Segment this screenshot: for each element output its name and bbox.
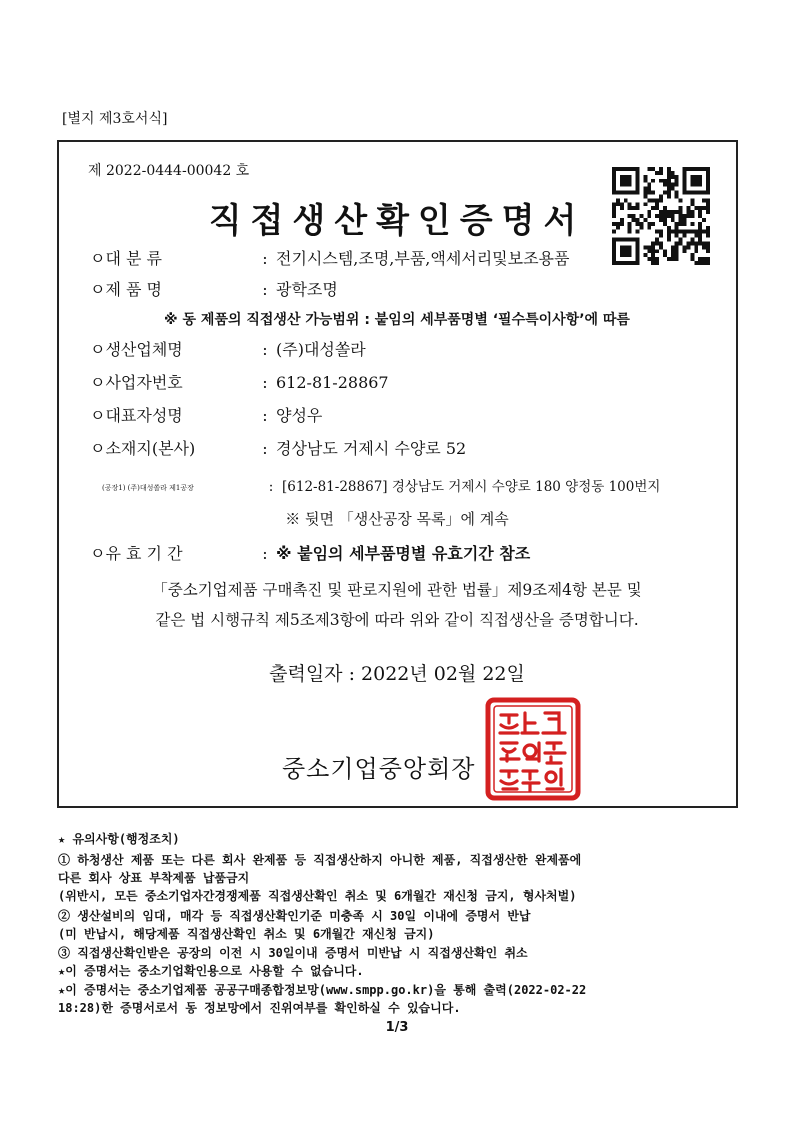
- field-colon: :: [262, 249, 268, 268]
- note-line: ★ 유의사항(행정조치): [58, 832, 180, 846]
- field-business-number: [90, 370, 389, 393]
- note-line: ★이 증명서는 중소기업제품 공공구매종합정보망(www.smpp.go.kr)을 통해 출력(2022-02-22: [58, 983, 587, 997]
- official-seal: [485, 697, 581, 801]
- note-line: ③ 직접생산확인받은 공장의 이전 시 30일이내 증명서 미반납 시 직접생산확인 취소: [58, 946, 528, 960]
- field-colon: :: [262, 406, 268, 425]
- note-line: 다른 회사 상표 부착제품 납품금지: [58, 871, 250, 885]
- output-date: 출력일자 : 2022년 02월 22일: [269, 663, 525, 685]
- field-label: ㅇ대 분 류: [90, 249, 162, 268]
- note-line: (미 반납시, 해당제품 직접생산확인 취소 및 6개월간 재신청 금지): [58, 927, 435, 941]
- plant-colon: :: [268, 479, 274, 495]
- field-value: 전기시스템,조명,부품,액세서리및보조용품: [276, 249, 570, 268]
- field-category: [90, 246, 569, 269]
- note-line: (위반시, 모든 중소기업자간경쟁제품 직접생산확인 취소 및 6개월간 재신청 금지, 형사처벌): [58, 889, 577, 903]
- form-tag: [별지 제3호서식]: [62, 111, 168, 127]
- field-label: ㅇ소재지(본사): [90, 439, 196, 458]
- field-address: [90, 436, 466, 459]
- field-colon: :: [262, 544, 268, 563]
- certificate-number: 제 2022-0444-00042 호: [88, 163, 250, 179]
- plant-label: (공장1) (주)대성쏠라 제1공장: [102, 483, 194, 492]
- field-product: [90, 277, 338, 300]
- field-value: 612-81-28867: [276, 373, 389, 392]
- page-number: 1/3: [385, 1020, 409, 1035]
- issuer-name: 중소기업중앙회장: [282, 755, 476, 783]
- field-label: ㅇ사업자번호: [90, 373, 183, 392]
- field-value: 양성우: [276, 406, 323, 425]
- plant-value: [612-81-28867] 경상남도 거제시 수양로 180 양정동 100번지: [282, 479, 661, 495]
- field-colon: :: [262, 340, 268, 359]
- field-value: 경상남도 거제시 수양로 52: [276, 439, 467, 458]
- field-value: ※ 붙임의 세부품명별 유효기간 참조: [276, 544, 531, 563]
- field-value: (주)대성쏠라: [276, 340, 366, 359]
- field-colon: :: [262, 373, 268, 392]
- back-note: ※ 뒷면 「생산공장 목록」에 계속: [285, 510, 509, 528]
- document-title: 직접생산확인증명서: [208, 201, 586, 241]
- field-label: ㅇ대표자성명: [90, 406, 183, 425]
- law-text-line-2: 같은 법 시행규칙 제5조제3항에 따라 위와 같이 직접생산을 증명합니다.: [155, 611, 639, 629]
- field-colon: :: [262, 280, 268, 299]
- field-company: [90, 337, 366, 360]
- note-line: ① 하청생산 제품 또는 다른 회사 완제품 등 직접생산하지 아니한 제품, 직접생산한 완제품에: [58, 853, 582, 867]
- field-validity: [90, 541, 530, 564]
- note-line: ★이 증명서는 중소기업확인용으로 사용할 수 없습니다.: [58, 964, 364, 978]
- plant-row: [102, 475, 660, 495]
- field-label: ㅇ생산업체명: [90, 340, 183, 359]
- field-ceo: [90, 403, 322, 426]
- field-label: ㅇ유 효 기 간: [90, 544, 183, 563]
- note-line: 18:28)한 증명서로서 동 정보망에서 진위여부를 확인하실 수 있습니다.: [58, 1001, 461, 1015]
- law-text-line-1: 「중소기업제품 구매촉진 및 판로지원에 관한 법률」제9조제4항 본문 및: [152, 581, 642, 599]
- field-colon: :: [262, 439, 268, 458]
- scope-note: ※ 동 제품의 직접생산 가능범위 : 붙임의 세부품명별 ‘필수특이사항’에 따름: [164, 312, 630, 328]
- field-label: ㅇ제 품 명: [90, 280, 162, 299]
- note-line: ② 생산설비의 임대, 매각 등 직접생산확인기준 미충족 시 30일 이내에 증명서 반납: [58, 909, 531, 923]
- field-value: 광학조명: [276, 280, 338, 299]
